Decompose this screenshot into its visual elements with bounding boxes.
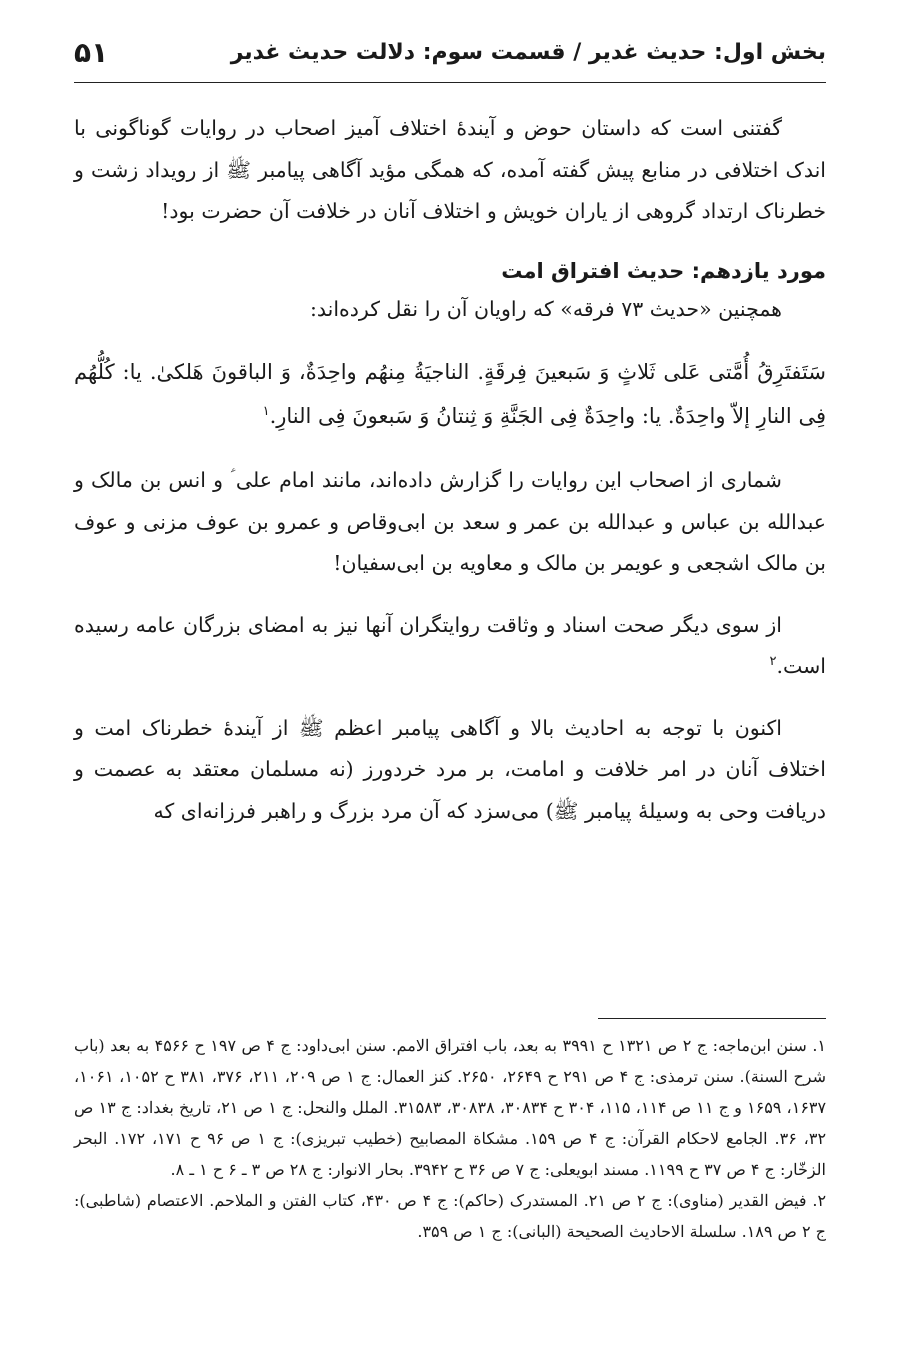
paragraph-1: گفتنی است که داستان حوض و آیندهٔ اختلاف آمیز اصحاب در روایات گوناگونی با اندک اختلافی در منابع پیش گفته آمده، که همگی مؤید آگاهی پیامبر ﷺ از رویداد زشت و خطرناک ارتداد گروهی از یاران خویش و اختلاف آنان در خلافت آن حضرت بود! [74, 116, 826, 223]
footnote-2-text: فیض القدیر (مناوی): ج ۲ ص ۲۱. المستدرک (حاکم): ج ۴ ص ۴۳۰، کتاب الفتن و الملاحم. الاعتصام (شاطبی): ج ۲ ص ۱۸۹. سلسلة الاحادیث الصحیحة (البانی): ج ۱ ص ۳۵۹. [74, 1191, 826, 1241]
running-head: بخش اول: حدیث غدیر / قسمت سوم: دلالت حدیث غدیر [230, 40, 826, 65]
paragraph-4: اکنون با توجه به احادیث بالا و آگاهی پیامبر اعظم ﷺ از آیندهٔ خطرناک امت و اختلاف آنان در امر خلافت و امامت، بر مرد خردورز (نه مسلمان معتقد به عصمت و دریافت وحی به وسیلهٔ پیامبر ﷺ) می‌سزد که آن مرد بزرگ و راهبر فرزانه‌ای که [74, 715, 826, 823]
hadith-quote-text: سَتَفتَرِقُ أُمَّتی عَلی ثَلاثٍ وَ سَبعینَ فِرقَةٍ. الناجیَةُ مِنهُم واحِدَةٌ، وَ الباقونَ هَلکیٰ. یا: کُلُّهُم فِی النارِ إلاّ واحِدَةٌ. یا: واحِدَةٌ فِی الجَنَّةِ وَ ثِنتانُ وَ سَبعونَ فِی النارِ. [74, 360, 826, 428]
footnote-ref-2[interactable]: ۲ [769, 654, 777, 670]
paragraph-3-text: از سوی دیگر صحت اسناد و وثاقت روایتگران آنها نیز به امضای بزرگان عامه رسیده است. [74, 612, 826, 678]
page-number: ۵۱ [74, 36, 109, 69]
footnote-1-text: سنن ابن‌ماجه: ج ۲ ص ۱۳۲۱ ح ۳۹۹۱ به بعد، باب افتراق الامم. سنن ابی‌داود: ج ۴ ص ۱۹۷ ح ۴۵۶۶ به بعد (باب شرح السنة). سنن ترمذی: ج ۴ ص ۲۹۱ ح ۲۶۴۹، ۲۶۵۰. کنز العمال: ج ۱ ص ۲۰۹، ۲۱۱، ۳۷۶، ۳۸۱ ح ۱۰۵۲، ۱۰۶۱، ۱۶۳۷، ۱۶۵۹ و ج ۱۱ ص ۱۱۴، ۱۱۵، ۳۰۴ ح ۳۰۸۳۴، ۳۰۸۳۸، ۳۱۵۸۳. الملل والنحل: ج ۱ ص ۲۱، تاریخ بغداد: ج ۱۳ ص ۳۲، ۳۶. الجامع لاحکام القرآن: ج ۴ ص ۱۵۹. مشکاة المصابیح (خطیب تبریزی): ج ۱ ص ۹۶ ح ۱۷۱، ۱۷۲. البحر الزخّار: ج ۴ ص ۳۷ ح ۱۱۹۹. مسند ابویعلی: ج ۷ ص ۳۶ ح ۳۹۴۲. بحار الانوار: ج ۲۸ ص ۳ ـ ۶ ح ۱ ـ ۸. [74, 1036, 827, 1179]
footnote-2-number: ۲. [812, 1191, 827, 1210]
paragraph-2: شماری از اصحاب این روایات را گزارش داده‌اند، مانند امام علی ؑ و انس بن مالک و عبدالله بن عباس و عبدالله بن عمر و سعد بن ابی‌وقاص و عمرو بن عوف مزنی و عوف بن مالک اشجعی و عویمر بن مالک و معاویه بن ابی‌سفیان! [74, 468, 826, 575]
footnotes [74, 1030, 826, 1247]
footnote-divider [598, 1018, 826, 1019]
page-header [74, 36, 826, 83]
body-text [74, 108, 826, 852]
footnote-1-number: ۱. [812, 1036, 826, 1055]
footnote-1 [74, 1030, 826, 1185]
paragraph-3 [74, 605, 826, 688]
footnote-2 [74, 1185, 826, 1247]
intro-paragraph: همچنین «حدیث ۷۳ فرقه» که راویان آن را نقل کرده‌اند: [309, 296, 782, 321]
section-title: مورد یازدهم: حدیث افتراق امت [501, 258, 826, 283]
footnote-ref-1[interactable]: ۱ [262, 404, 270, 419]
hadith-quote [74, 350, 826, 438]
